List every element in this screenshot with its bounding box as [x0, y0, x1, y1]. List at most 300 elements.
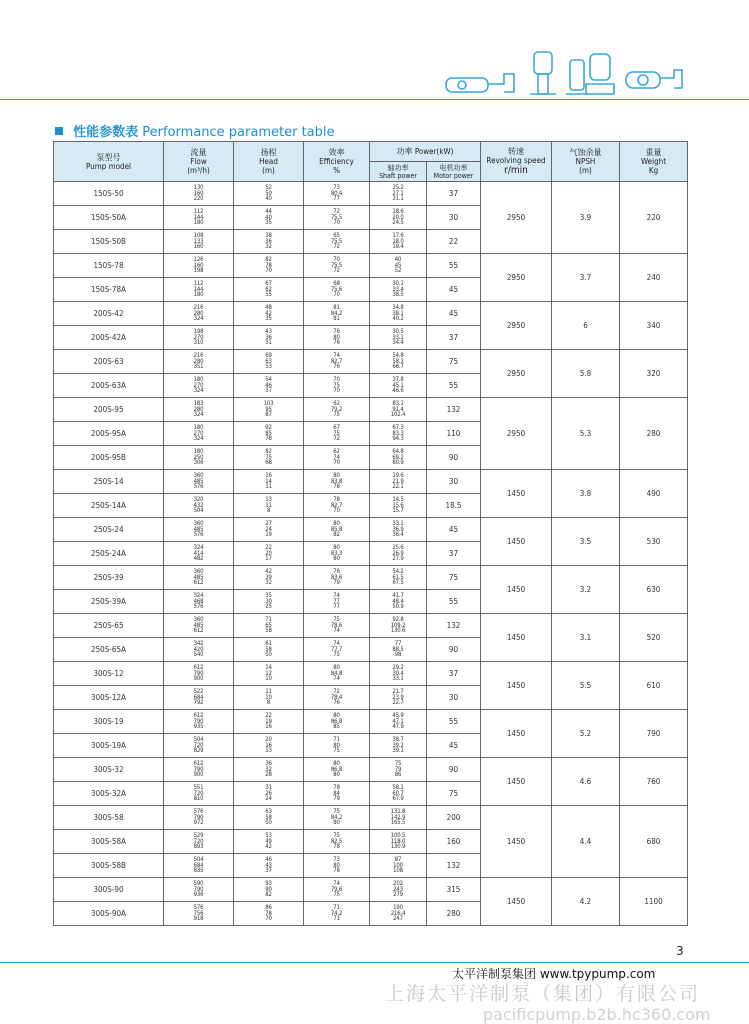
cell-head-value: 27: [265, 519, 272, 527]
col-header-efficiency: 效率 Efficiency %: [304, 142, 370, 182]
cell-head: [234, 686, 304, 710]
cell-head-value: 43: [265, 861, 272, 869]
cell-flow-value: 540: [193, 651, 204, 659]
cell-shaft-value: 77: [394, 639, 402, 647]
cell-npsh: 5.2: [552, 710, 620, 758]
cell-flow-value: 180: [193, 447, 204, 455]
cell-flow-value: 360: [193, 567, 204, 575]
cell-model: 300S-19: [54, 710, 164, 734]
cell-flow-value: 250: [193, 453, 204, 461]
cell-head-value: 82: [265, 447, 272, 455]
cell-flow-value: 160: [193, 189, 204, 197]
cell-eff-value: 74: [333, 879, 340, 887]
cell-eff: [304, 470, 370, 494]
cell-motor-power: 18.5: [427, 494, 481, 518]
cell-flow-value: 612: [193, 663, 204, 671]
cell-eff-value: 72: [333, 267, 340, 275]
cell-flow-value: 485: [193, 573, 204, 581]
watermark-url: pacificpump.b2b.hc360.com: [483, 1005, 711, 1024]
cell-flow-value: 198: [193, 267, 204, 275]
cell-motor-power: 110: [427, 422, 481, 446]
cell-flow: [164, 734, 234, 758]
cell-shaft-value: 58.1: [392, 783, 404, 791]
cell-shaft-value: 17.6: [392, 231, 404, 239]
col-header-shaft-power: 轴功率 Shaft power: [370, 162, 427, 182]
cell-shaft-value: 33.4: [392, 285, 404, 293]
cell-head-value: 53: [265, 363, 272, 371]
cell-shaft-value: 279: [393, 891, 403, 899]
cell-eff-value: 62: [333, 447, 340, 455]
cell-eff-value: 84.8: [330, 669, 343, 677]
cell-flow-value: 576: [193, 483, 204, 491]
cell-head-value: 28: [265, 771, 272, 779]
cell-weight: 790: [620, 710, 688, 758]
table-row: [54, 566, 688, 590]
cell-head-value: 54: [265, 375, 272, 383]
watermark-company: 上海太平洋制泵（集团）有限公司: [385, 983, 701, 1005]
cell-flow-value: 529: [193, 831, 204, 839]
cell-flow-value: 684: [193, 693, 204, 701]
cell-shaft-value: 91.4: [392, 405, 404, 413]
cell-eff: [304, 254, 370, 278]
cell-eff-value: 78: [333, 783, 340, 791]
cell-flow-value: 324: [193, 435, 204, 443]
cell-eff-value: 70: [333, 219, 340, 227]
cell-eff-value: 75: [333, 747, 340, 755]
cell-shaft: [370, 758, 427, 782]
cell-flow-value: 180: [193, 291, 204, 299]
cell-eff-value: 70: [333, 291, 340, 299]
cell-eff-value: 62: [333, 399, 340, 407]
cell-eff: [304, 182, 370, 206]
cell-eff-value: 80: [333, 555, 340, 563]
cell-head-value: 78: [265, 261, 272, 269]
cell-flow-value: 414: [193, 549, 204, 557]
table-row: [54, 878, 688, 902]
cell-flow-value: 351: [193, 363, 204, 371]
cell-head-value: 65: [265, 621, 272, 629]
cell-flow: [164, 326, 234, 350]
col-header-head: 扬程 Head (m): [234, 142, 304, 182]
cell-motor-power: 55: [427, 254, 481, 278]
cell-weight: 220: [620, 182, 688, 254]
cell-model: 150S-78: [54, 254, 164, 278]
cell-flow: [164, 422, 234, 446]
cell-motor-power: 30: [427, 206, 481, 230]
cell-flow-value: 720: [193, 741, 204, 749]
cell-eff-value: 75: [333, 651, 340, 659]
cell-flow-value: 144: [193, 213, 204, 221]
cell-shaft-value: 247: [393, 915, 403, 923]
cell-head-value: 25: [265, 603, 272, 611]
cell-flow-value: 306: [193, 459, 204, 467]
cell-eff: [304, 374, 370, 398]
cell-model: 300S-58: [54, 806, 164, 830]
cell-model: 250S-65: [54, 614, 164, 638]
cell-shaft-value: 33.1: [392, 675, 404, 683]
cell-head: [234, 206, 304, 230]
cell-shaft-value: 61.5: [392, 573, 404, 581]
cell-flow: [164, 590, 234, 614]
cell-shaft: [370, 422, 427, 446]
cell-shaft-value: 216.4: [390, 909, 406, 917]
cell-eff-value: 75: [333, 411, 340, 419]
cell-head: [234, 542, 304, 566]
cell-shaft-value: 190: [393, 903, 403, 911]
table-row: [54, 806, 688, 830]
cell-weight: 320: [620, 350, 688, 398]
cell-head-value: 75: [265, 453, 272, 461]
cell-eff-value: 80: [333, 711, 340, 719]
cell-shaft-value: 34.8: [392, 303, 404, 311]
table-row: [54, 254, 688, 278]
cell-flow: [164, 686, 234, 710]
cell-flow: [164, 398, 234, 422]
cell-eff: [304, 590, 370, 614]
page-number: 3: [676, 944, 684, 958]
cell-shaft-value: 108: [393, 867, 403, 875]
cell-weight: 280: [620, 398, 688, 470]
cell-eff-value: 75.5: [330, 213, 343, 221]
cell-eff: [304, 542, 370, 566]
cell-weight: 240: [620, 254, 688, 302]
cell-shaft-value: 118.0: [390, 837, 406, 845]
cell-shaft-value: 54.8: [392, 351, 404, 359]
cell-flow: [164, 206, 234, 230]
cell-flow-value: 720: [193, 789, 204, 797]
cell-flow-value: 504: [193, 507, 204, 515]
cell-eff: [304, 518, 370, 542]
cell-npsh: 4.2: [552, 878, 620, 926]
cell-head: [234, 230, 304, 254]
cell-motor-power: 132: [427, 398, 481, 422]
cell-eff-value: 74: [333, 453, 340, 461]
cell-flow-value: 900: [193, 675, 204, 683]
cell-head-value: 52: [265, 183, 272, 191]
cell-flow: [164, 566, 234, 590]
cell-head-value: 42: [265, 309, 272, 317]
cell-eff-value: 80: [333, 519, 340, 527]
cell-model: 250S-39: [54, 566, 164, 590]
cell-shaft-value: 36.4: [392, 531, 404, 539]
cell-model: 250S-65A: [54, 638, 164, 662]
cell-shaft-value: 18.6: [392, 207, 404, 215]
cell-shaft: [370, 182, 427, 206]
cell-shaft: [370, 374, 427, 398]
cell-flow: [164, 806, 234, 830]
cell-head: [234, 662, 304, 686]
cell-eff-value: 70: [333, 255, 340, 263]
table-row: [54, 182, 688, 206]
cell-flow-value: 360: [193, 615, 204, 623]
cell-head: [234, 590, 304, 614]
cell-npsh: 6: [552, 302, 620, 350]
cell-shaft-value: 27.1: [392, 189, 404, 197]
cell-model: 150S-50: [54, 182, 164, 206]
cell-eff-value: 74: [333, 639, 340, 647]
cell-shaft-value: 20.0: [392, 213, 404, 221]
section-title-zh: 性能参数表: [73, 125, 139, 140]
cell-head-value: 42: [265, 567, 272, 575]
cell-model: 200S-95: [54, 398, 164, 422]
cell-flow-value: 324: [193, 591, 204, 599]
cell-head-value: 82: [265, 255, 272, 263]
table-row: [54, 398, 688, 422]
cell-head: [234, 566, 304, 590]
cell-flow-value: 612: [193, 627, 204, 635]
cell-head-value: 19: [265, 717, 272, 725]
cell-eff-value: 76: [333, 339, 340, 347]
cell-speed: 1450: [481, 710, 552, 758]
cell-shaft-value: 30.5: [392, 327, 404, 335]
col-header-weight: 重量 Weight Kg: [620, 142, 688, 182]
cell-shaft-value: 92.8: [392, 615, 404, 623]
cell-motor-power: 37: [427, 542, 481, 566]
cell-motor-power: 55: [427, 710, 481, 734]
cell-head-value: 38: [265, 231, 272, 239]
cell-eff-value: 79: [333, 795, 340, 803]
cell-head: [234, 902, 304, 926]
cell-flow: [164, 302, 234, 326]
cell-flow: [164, 470, 234, 494]
cell-head-value: 39: [265, 573, 272, 581]
cell-eff-value: 79.6: [330, 885, 343, 893]
cell-eff-value: 85: [333, 723, 340, 731]
cell-head-value: 16: [265, 471, 272, 479]
cell-shaft-value: 67.5: [392, 579, 404, 587]
cell-head: [234, 470, 304, 494]
col-header-flow: 流量 Flow (m³/h): [164, 142, 234, 182]
cell-head-value: 46: [265, 381, 272, 389]
cell-eff-value: 72: [333, 243, 340, 251]
cell-shaft-value: 60.7: [392, 789, 404, 797]
cell-eff: [304, 494, 370, 518]
cell-eff-value: 77: [333, 603, 340, 611]
cell-eff-value: 82.7: [330, 357, 343, 365]
cell-flow-value: 198: [193, 327, 204, 335]
cell-flow-value: 504: [193, 735, 204, 743]
cell-shaft-value: 40: [394, 255, 402, 263]
cell-eff: [304, 902, 370, 926]
cell-model: 300S-58B: [54, 854, 164, 878]
cell-head: [234, 830, 304, 854]
cell-flow-value: 576: [193, 603, 204, 611]
cell-flow-value: 482: [193, 555, 204, 563]
cell-npsh: 3.1: [552, 614, 620, 662]
cell-shaft-value: 21.7: [392, 687, 404, 695]
cell-shaft-value: 33.1: [392, 333, 404, 341]
col-header-speed: 转速 Revolving speed r/min: [481, 142, 552, 182]
cell-flow-value: 270: [193, 333, 204, 341]
cell-weight: 530: [620, 518, 688, 566]
cell-motor-power: 55: [427, 374, 481, 398]
cell-eff-value: 78: [333, 495, 340, 503]
cell-flow: [164, 518, 234, 542]
cell-flow-value: 280: [193, 357, 204, 365]
cell-eff-value: 70: [333, 387, 340, 395]
cell-shaft-value: 26.9: [392, 549, 404, 557]
cell-flow: [164, 782, 234, 806]
cell-flow: [164, 446, 234, 470]
cell-flow: [164, 230, 234, 254]
cell-flow: [164, 902, 234, 926]
cell-motor-power: 132: [427, 614, 481, 638]
cell-flow-value: 126: [193, 255, 204, 263]
cell-flow-value: 220: [193, 195, 204, 203]
cell-shaft-value: 83.3: [392, 429, 404, 437]
cell-head: [234, 254, 304, 278]
cell-motor-power: 22: [427, 230, 481, 254]
cell-head-value: 10: [265, 675, 272, 683]
cell-shaft-value: 22.1: [392, 483, 404, 491]
table-row: [54, 758, 688, 782]
cell-head-value: 35: [265, 591, 272, 599]
cell-speed: 2950: [481, 254, 552, 302]
cell-model: 200S-95B: [54, 446, 164, 470]
cell-head-value: 35: [265, 315, 272, 323]
cell-flow-value: 280: [193, 309, 204, 317]
cell-shaft-value: 75: [394, 759, 402, 767]
cell-npsh: 3.8: [552, 470, 620, 518]
cell-eff-value: 81: [333, 315, 340, 323]
cell-motor-power: 30: [427, 470, 481, 494]
cell-head: [234, 302, 304, 326]
cell-eff-value: 77: [333, 597, 340, 605]
cell-weight: 520: [620, 614, 688, 662]
cell-head-value: 14: [265, 663, 272, 671]
cell-flow: [164, 254, 234, 278]
cell-flow-value: 790: [193, 765, 204, 773]
cell-model: 200S-42A: [54, 326, 164, 350]
cell-shaft-value: 100: [393, 861, 403, 869]
cell-eff-value: 79.2: [330, 405, 343, 413]
cell-head-value: 17: [265, 555, 272, 563]
cell-eff-value: 80: [333, 771, 340, 779]
cell-eff-value: 80.4: [330, 189, 343, 197]
cell-eff-value: 71: [333, 903, 340, 911]
cell-eff: [304, 710, 370, 734]
cell-shaft-value: 41.7: [392, 591, 404, 599]
cell-head-value: 20: [265, 549, 272, 557]
cell-shaft-value: 87: [394, 855, 402, 863]
cell-flow-value: 790: [193, 813, 204, 821]
cell-head-value: 8: [266, 699, 271, 707]
cell-head-value: 13: [265, 747, 272, 755]
cell-shaft-value: 34.4: [392, 339, 404, 347]
cell-head-value: 86: [265, 903, 272, 911]
cell-eff-value: 75: [333, 381, 340, 389]
cell-eff-value: 77.7: [330, 645, 343, 653]
cell-speed: 2950: [481, 350, 552, 398]
cell-shaft-value: 94.3: [392, 435, 404, 443]
cell-flow-value: 183: [193, 399, 204, 407]
cell-shaft-value: 15.7: [392, 507, 404, 515]
cell-eff-value: 76: [333, 363, 340, 371]
cell-head-value: 32: [265, 243, 272, 251]
cell-eff: [304, 422, 370, 446]
cell-head-value: 35: [265, 219, 272, 227]
cell-head-value: 58: [265, 813, 272, 821]
cell-eff-value: 70: [333, 459, 340, 467]
cell-motor-power: 315: [427, 878, 481, 902]
cell-shaft: [370, 638, 427, 662]
cell-shaft-value: 102.4: [390, 411, 406, 419]
cell-flow-value: 342: [193, 639, 204, 647]
cell-eff-value: 84.2: [330, 813, 343, 821]
cell-shaft-value: 38.5: [392, 291, 404, 299]
cell-eff-value: 73: [333, 855, 340, 863]
cell-motor-power: 160: [427, 830, 481, 854]
cell-shaft-value: 39.1: [392, 747, 404, 755]
cell-eff-value: 74: [333, 351, 340, 359]
cell-shaft-value: 25.2: [392, 183, 404, 191]
cell-flow-value: 180: [193, 375, 204, 383]
cell-shaft: [370, 494, 427, 518]
cell-eff-value: 84: [333, 789, 340, 797]
cell-eff-value: 77: [333, 195, 340, 203]
cell-motor-power: 55: [427, 590, 481, 614]
cell-head-value: 70: [265, 267, 272, 275]
cell-flow-value: 216: [193, 351, 204, 359]
cell-eff-value: 80: [333, 861, 340, 869]
cell-shaft-value: 33.1: [392, 519, 404, 527]
cell-shaft-value: 79: [394, 765, 402, 773]
cell-eff-value: 70: [333, 375, 340, 383]
cell-head-value: 103: [263, 399, 274, 407]
cell-flow-value: 972: [193, 819, 204, 827]
cell-head-value: 87: [265, 411, 272, 419]
cell-flow: [164, 638, 234, 662]
cell-flow-value: 324: [193, 411, 204, 419]
cell-head: [234, 734, 304, 758]
cell-shaft: [370, 470, 427, 494]
cell-eff-value: 80: [333, 663, 340, 671]
cell-head: [234, 710, 304, 734]
cell-shaft-value: 30.1: [392, 279, 404, 287]
cell-eff: [304, 398, 370, 422]
cell-eff: [304, 350, 370, 374]
cell-flow-value: 790: [193, 717, 204, 725]
cell-shaft: [370, 206, 427, 230]
cell-eff-value: 85.8: [330, 525, 343, 533]
cell-head-value: 69: [265, 351, 272, 359]
cell-motor-power: 75: [427, 566, 481, 590]
cell-head-value: 90: [265, 885, 272, 893]
cell-flow-value: 270: [193, 429, 204, 437]
cell-flow-value: 112: [193, 279, 204, 287]
cell-flow: [164, 830, 234, 854]
cell-flow: [164, 614, 234, 638]
cell-shaft-value: 202: [393, 879, 403, 887]
cell-flow: [164, 182, 234, 206]
cell-head-value: 22: [265, 543, 272, 551]
cell-eff: [304, 638, 370, 662]
cell-head-value: 82: [265, 891, 272, 899]
cell-head: [234, 278, 304, 302]
square-bullet-icon: [55, 127, 63, 135]
cell-eff-value: 75.5: [330, 237, 343, 245]
cell-model: 200S-42: [54, 302, 164, 326]
cell-shaft-value: 48.4: [392, 597, 404, 605]
cell-flow-value: 324: [193, 387, 204, 395]
cell-eff-value: 72: [333, 687, 340, 695]
cell-motor-power: 45: [427, 278, 481, 302]
table-body: [54, 182, 688, 926]
cell-head: [234, 854, 304, 878]
cell-flow-value: 360: [193, 519, 204, 527]
cell-flow-value: 432: [193, 501, 204, 509]
cell-eff-value: 79: [333, 579, 340, 587]
